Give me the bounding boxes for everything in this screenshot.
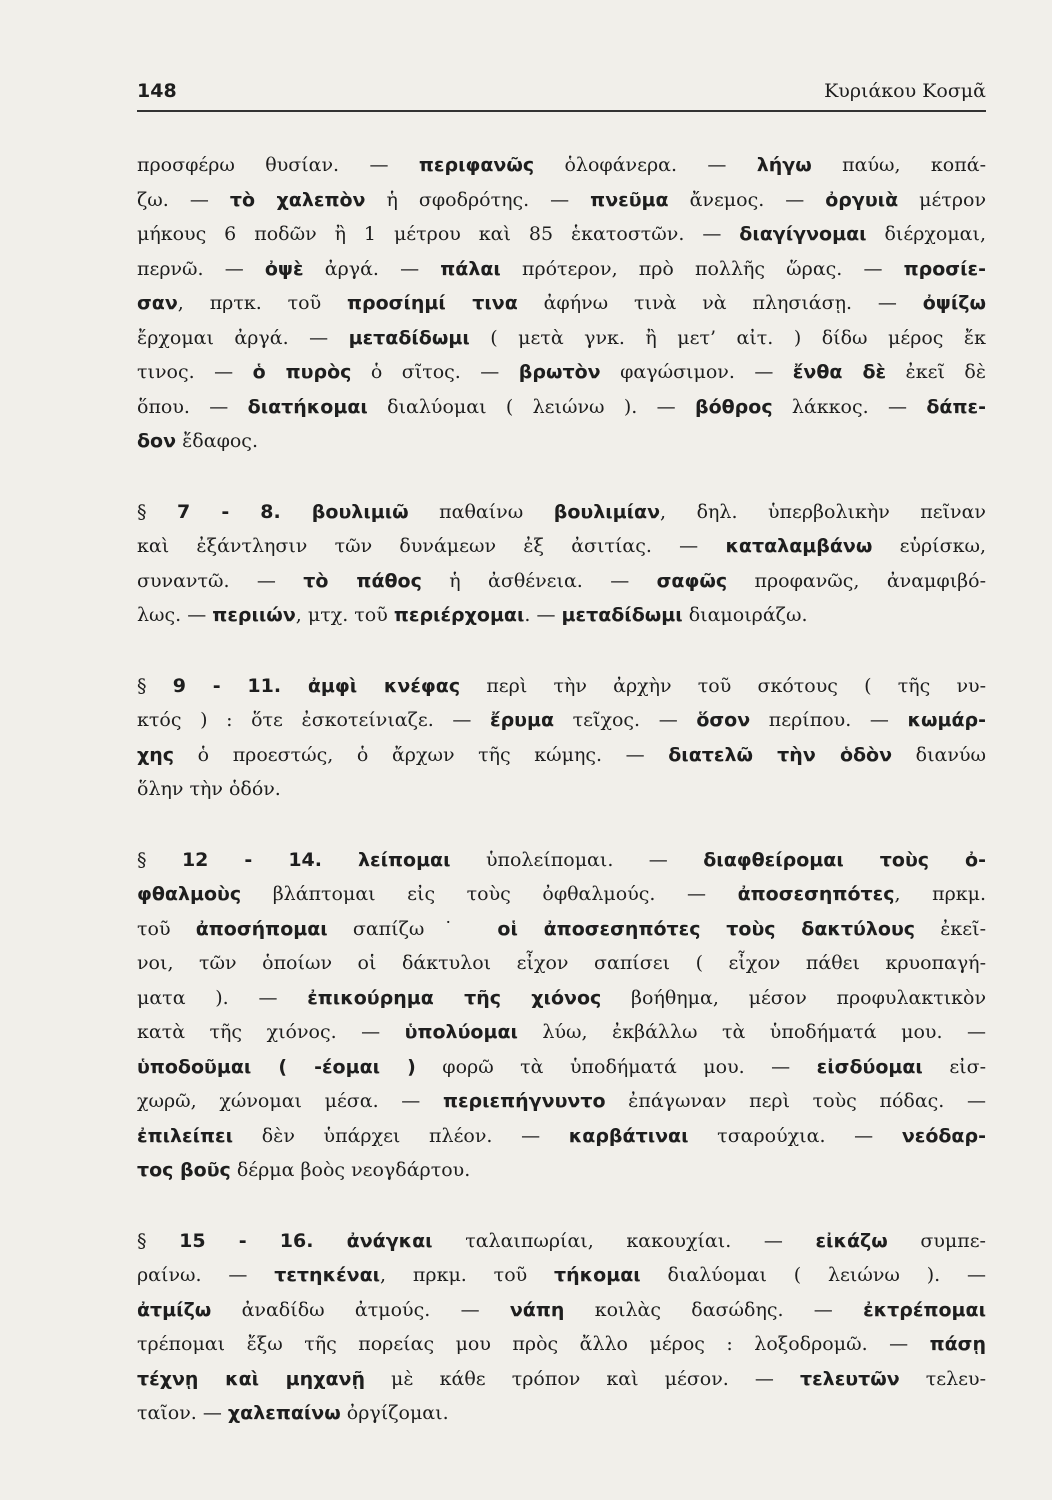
- text-run: ὁ προεστώς, ὁ ἄρχων τῆς κώμης. —: [174, 743, 669, 766]
- text-run: ἐκεῖ δὲ: [886, 361, 986, 383]
- paragraph: [137, 148, 986, 459]
- bold-term: προσίε-: [903, 257, 986, 280]
- text-run: τοῦ: [137, 917, 196, 940]
- bold-term: ἀποσήπομαι: [195, 917, 328, 940]
- text-line: [137, 321, 986, 356]
- bold-term: σαν: [137, 292, 178, 314]
- bold-term: ἐπικούρημα τῆς χιόνος: [307, 986, 602, 1009]
- text-run: περνῶ. —: [137, 257, 265, 280]
- bold-term: ὑπολύομαι: [404, 1021, 518, 1043]
- text-line: [137, 669, 986, 704]
- text-line: [137, 495, 986, 530]
- bold-term: δον: [137, 430, 177, 452]
- text-run: βοήθημα, μέσον προφυλακτικὸν: [601, 986, 986, 1009]
- text-run: συναντῶ. —: [137, 569, 304, 592]
- text-run: ἀναδίδω ἀτμούς. —: [211, 1298, 510, 1321]
- text-run: §: [137, 848, 182, 871]
- bold-term: περιεπήγνυντο: [442, 1090, 606, 1112]
- text-run: §: [137, 674, 173, 697]
- text-line: [137, 877, 986, 912]
- text-run: κοιλὰς δασώδης. —: [564, 1298, 864, 1321]
- text-run: ραίνω. —: [137, 1264, 275, 1286]
- text-run: εἰσ-: [922, 1055, 986, 1078]
- bold-term: κωμάρ-: [907, 709, 986, 731]
- text-run: τελευ-: [899, 1367, 986, 1390]
- bold-term: 12 - 14. λείπομαι: [181, 848, 451, 871]
- bold-term: τος βοῦς: [137, 1159, 231, 1181]
- text-line: [137, 183, 986, 218]
- text-line: [137, 355, 986, 390]
- bold-term: 15 - 16. ἀνάγκαι: [179, 1229, 433, 1252]
- text-run: ματα ). —: [137, 986, 308, 1009]
- bold-term: τὸ πάθος: [303, 569, 422, 592]
- text-run: ἀφήνω τινὰ νὰ πλησιάσῃ. —: [517, 292, 923, 314]
- text-line: [137, 912, 986, 947]
- text-run: , πρκμ. τοῦ: [380, 1264, 555, 1286]
- bold-term: ἐπιλείπει: [137, 1124, 234, 1147]
- bold-term: νάπη: [509, 1298, 565, 1321]
- bold-term: οἱ ἀποσεσηπότες τοὺς δακτύλους: [497, 917, 916, 940]
- bold-term: φθαλμοὺς: [137, 883, 242, 905]
- bold-term: ἀποσεσηπότες: [737, 883, 895, 905]
- bold-term: 7 - 8. βουλιμιῶ: [177, 500, 409, 523]
- bold-term: μεταδίδωμι: [561, 604, 683, 626]
- text-line: [137, 1153, 986, 1188]
- bold-term: ἐκτρέπομαι: [863, 1298, 986, 1321]
- bold-term: σαφῶς: [656, 569, 728, 592]
- text-line: [137, 390, 986, 425]
- bold-term: ὀψὲ: [264, 257, 304, 280]
- bold-term: πάσῃ: [929, 1333, 986, 1355]
- text-line: [137, 1396, 986, 1431]
- bold-term: περιιών: [212, 604, 296, 626]
- text-line: [137, 1015, 986, 1050]
- bold-term: λήγω: [756, 154, 812, 176]
- bold-term: ὅσον: [696, 709, 751, 731]
- text-line: [137, 1050, 986, 1085]
- text-line: [137, 1362, 986, 1397]
- text-line: [137, 981, 986, 1016]
- bold-term: περιέρχομαι: [393, 604, 525, 626]
- text-run: μὲ κάθε τρόπον καὶ μέσον. —: [364, 1367, 800, 1390]
- text-line: [137, 252, 986, 287]
- page-number: 148: [137, 80, 177, 102]
- bold-term: νεόδαρ-: [901, 1124, 986, 1147]
- bold-term: ὁ πυρὸς: [252, 361, 352, 383]
- paragraph: [137, 669, 986, 807]
- bold-term: ἔρυμα: [490, 709, 555, 731]
- bold-term: διαφθείρομαι τοὺς ὀ-: [703, 848, 986, 871]
- bold-term: τέχνῃ καὶ μηχανῇ: [137, 1367, 365, 1390]
- bold-term: ὀψίζω: [922, 292, 986, 314]
- text-line: [137, 772, 986, 807]
- text-run: ὅπου. —: [137, 395, 248, 418]
- text-run: παθαίνω: [408, 500, 554, 523]
- text-run: δέρμα βοὸς νεογδάρτου.: [230, 1159, 471, 1181]
- bold-term: καρβάτιναι: [568, 1124, 689, 1147]
- text-run: ἀργά. —: [303, 257, 441, 280]
- text-run: διέρχομαι,: [866, 223, 986, 245]
- text-line: [137, 946, 986, 981]
- text-line: [137, 286, 986, 321]
- text-run: ἐκεῖ-: [915, 917, 986, 940]
- text-line: [137, 1293, 986, 1328]
- text-run: ἐπάγωναν περὶ τοὺς πόδας. —: [605, 1090, 986, 1112]
- paragraph: [137, 1224, 986, 1431]
- text-run: , μτχ. τοῦ: [295, 604, 394, 626]
- text-run: διαλύομαι ( λειώνω ). —: [640, 1264, 986, 1286]
- text-run: βλάπτομαι εἰς τοὺς ὀφθαλμούς. —: [241, 883, 738, 905]
- text-line: [137, 424, 986, 459]
- text-line: [137, 703, 986, 738]
- bold-term: τὸ χαλεπὸν: [229, 188, 366, 211]
- text-run: κτός ) : ὅτε ἐσκοτείνιαζε. —: [137, 709, 490, 731]
- bold-term: τελευτῶν: [799, 1367, 900, 1390]
- text-run: , πρκμ.: [894, 883, 986, 905]
- text-run: τεῖχος. —: [554, 709, 697, 731]
- text-line: [137, 738, 986, 773]
- text-run: χωρῶ, χώνομαι μέσα. —: [137, 1090, 443, 1112]
- bold-term: μεταδίδωμι: [348, 326, 470, 349]
- bold-term: διατήκομαι: [247, 395, 368, 418]
- text-run: ὅλην τὴν ὁδόν.: [137, 778, 281, 800]
- bold-term: ὀργυιὰ: [825, 188, 899, 211]
- paragraph: [137, 843, 986, 1188]
- body-text: [137, 148, 986, 1431]
- text-run: λάκκος. —: [772, 395, 927, 418]
- text-line: [137, 217, 986, 252]
- text-run: §: [137, 1229, 180, 1252]
- bold-term: βουλιμίαν: [553, 500, 661, 523]
- text-line: [137, 598, 986, 633]
- bold-term: πάλαι: [440, 257, 501, 280]
- bold-term: χης: [137, 743, 175, 766]
- text-run: προφανῶς, ἀναμφιβό-: [727, 569, 986, 592]
- text-line: [137, 1327, 986, 1362]
- bold-term: ἔνθα δὲ: [792, 361, 887, 383]
- text-run: μέτρον: [898, 188, 986, 211]
- running-title: Κυριάκου Κοσμᾶ: [824, 80, 986, 102]
- text-run: διαλύομαι ( λειώνω ). —: [367, 395, 695, 418]
- bold-term: πνεῦμα: [590, 188, 669, 211]
- text-run: φορῶ τὰ ὑποδήματά μου. —: [415, 1055, 817, 1078]
- text-line: [137, 564, 986, 599]
- bold-term: 9 - 11. ἀμφὶ κνέφας: [172, 674, 461, 697]
- text-run: σαπίζω˙: [327, 917, 498, 940]
- paragraph: [137, 495, 986, 633]
- text-line: [137, 1119, 986, 1154]
- text-run: διανύω: [892, 743, 986, 766]
- text-run: , δηλ. ὑπερβολικὴν πεῖναν: [660, 500, 986, 523]
- text-run: ἡ σφοδρότης. —: [365, 188, 591, 211]
- text-line: [137, 529, 986, 564]
- text-run: ὁ σῖτος. —: [351, 361, 519, 383]
- text-run: ( μετὰ γνκ. ἢ μετ’ αἰτ. ) δίδω μέρος ἔκ: [469, 326, 986, 349]
- text-line: [137, 1258, 986, 1293]
- bold-term: εἰσδύομαι: [816, 1055, 923, 1078]
- text-run: ἔρχομαι ἀργά. —: [137, 326, 349, 349]
- text-run: ἄνεμος. —: [668, 188, 826, 211]
- bold-term: περιφανῶς: [418, 154, 535, 176]
- bold-term: εἰκάζω: [815, 1229, 888, 1252]
- text-run: ταλαιπωρίαι, κακουχίαι. —: [432, 1229, 816, 1252]
- text-run: ζω. —: [137, 188, 230, 211]
- text-run: τσαρούχια. —: [688, 1124, 902, 1147]
- text-run: ὑπολείπομαι. —: [450, 848, 704, 871]
- text-run: εὑρίσκω,: [872, 535, 986, 557]
- text-run: ταῖον. —: [137, 1402, 228, 1424]
- bold-term: δάπε-: [926, 395, 986, 418]
- bold-term: ἀτμίζω: [137, 1298, 212, 1321]
- text-run: . —: [524, 604, 562, 626]
- text-line: [137, 843, 986, 878]
- bold-term: βόθρος: [694, 395, 773, 418]
- text-run: μήκους 6 ποδῶν ἢ 1 μέτρου καὶ 85 ἑκατοστῶν. —: [137, 223, 740, 245]
- text-run: περὶ τὴν ἀρχὴν τοῦ σκότους ( τῆς νυ-: [460, 674, 986, 697]
- text-run: ὁλοφάνερα. —: [534, 154, 757, 176]
- bold-term: διαγίγνομαι: [739, 223, 867, 245]
- bold-term: χαλεπαίνω: [227, 1402, 341, 1424]
- bold-term: καταλαμβάνω: [725, 535, 873, 557]
- text-run: προσφέρω θυσίαν. —: [137, 154, 419, 176]
- text-run: περίπου. —: [750, 709, 908, 731]
- bold-term: τήκομαι: [554, 1264, 641, 1286]
- text-line: [137, 1084, 986, 1119]
- bold-term: βρωτὸν: [518, 361, 601, 383]
- page-header: [137, 74, 986, 112]
- text-run: κατὰ τῆς χιόνος. —: [137, 1021, 405, 1043]
- text-run: συμπε-: [887, 1229, 986, 1252]
- text-run: φαγώσιμον. —: [600, 361, 793, 383]
- text-run: ἡ ἀσθένεια. —: [421, 569, 657, 592]
- text-run: διαμοιράζω.: [682, 604, 808, 626]
- text-run: , πρτκ. τοῦ: [177, 292, 347, 314]
- text-line: [137, 148, 986, 183]
- text-run: παύω, κοπά-: [811, 154, 986, 176]
- bold-term: προσίημί τινα: [347, 292, 518, 314]
- text-run: τρέπομαι ἔξω τῆς πορείας μου πρὸς ἄλλο μέρος : λοξοδρομῶ. —: [137, 1333, 930, 1355]
- text-run: ὀργίζομαι.: [340, 1402, 449, 1424]
- text-run: §: [137, 500, 178, 523]
- text-run: τινος. —: [137, 361, 253, 383]
- bold-term: διατελῶ τὴν ὁδὸν: [668, 743, 893, 766]
- text-run: νοι, τῶν ὁποίων οἱ δάκτυλοι εἶχον σαπίσει ( εἶχον πάθει κρυοπαγή-: [137, 952, 986, 974]
- text-run: πρότερον, πρὸ πολλῆς ὥρας. —: [500, 257, 904, 280]
- text-run: δὲν ὑπάρχει πλέον. —: [233, 1124, 569, 1147]
- text-run: καὶ ἐξάντλησιν τῶν δυνάμεων ἐξ ἀσιτίας. —: [137, 535, 726, 557]
- text-run: λύω, ἐκβάλλω τὰ ὑποδήματά μου. —: [517, 1021, 986, 1043]
- text-run: λως. —: [137, 604, 213, 626]
- text-run: ἔδαφος.: [176, 430, 258, 452]
- text-line: [137, 1224, 986, 1259]
- bold-term: τετηκέναι: [274, 1264, 381, 1286]
- bold-term: ὑποδοῦμαι ( -έομαι ): [137, 1055, 416, 1078]
